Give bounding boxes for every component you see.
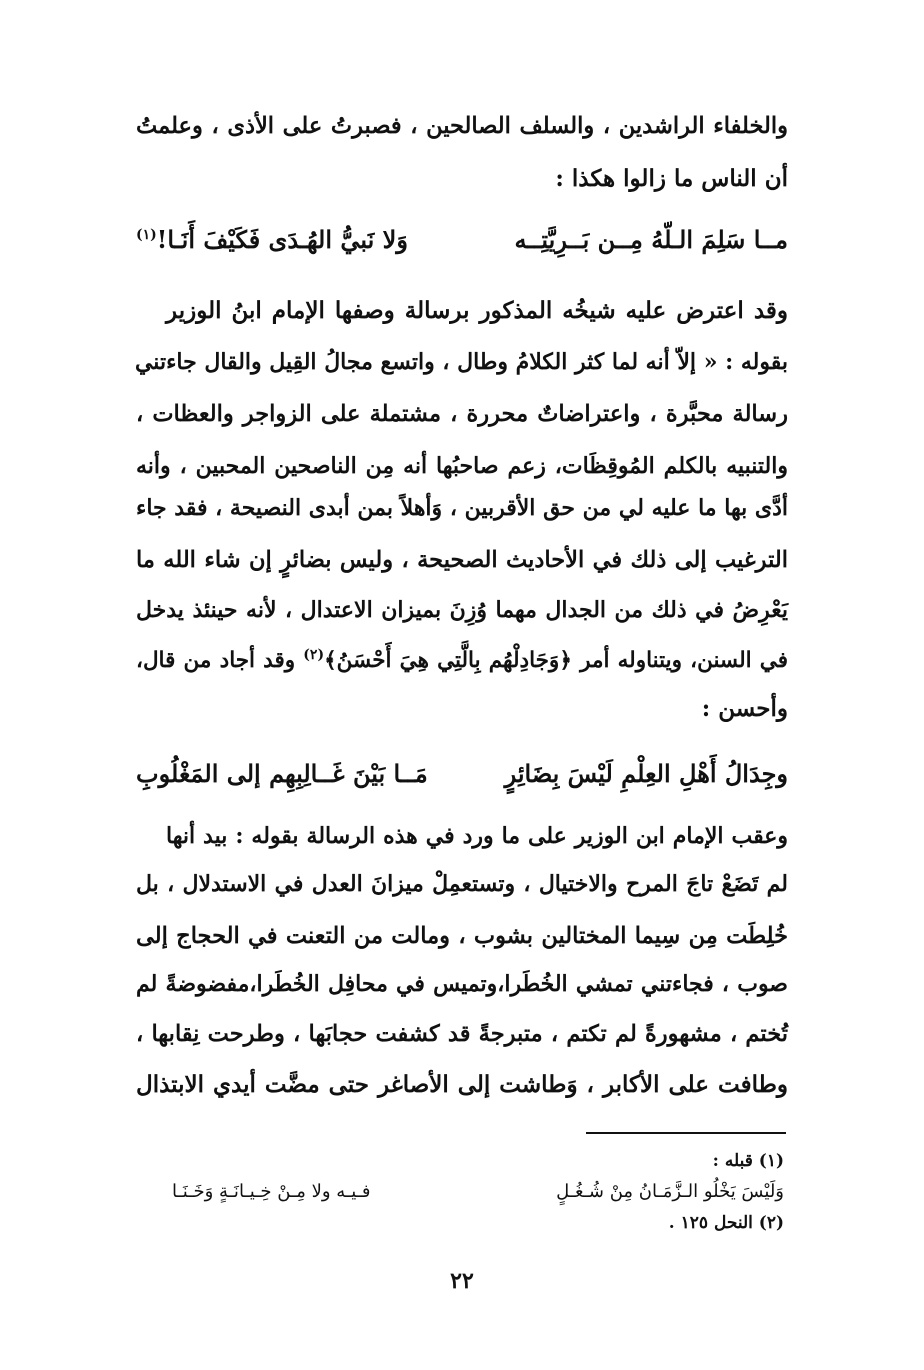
footnote-1-label: (١) قبله : [712,1151,784,1171]
page-number: ٢٢ [450,1268,474,1294]
footnote-divider [586,1132,786,1134]
verse-line [136,758,788,789]
body-text-line: صوب ، فجاءتني تمشي الخُطَرا،وتميس في محافِل الخُطَرا،مفضوضةً لم [136,971,788,997]
body-text-line: بقوله : « إلاّ أنه لما كثر الكلامُ وطال ، واتسع مجالُ القِيل والقال جاءتني [134,349,788,375]
verse-right-hemistich: مــا سَلِمَ الـلّهُ مِــن بَــرِيَّتِــه [514,225,788,254]
footnote-1-verse [172,1180,784,1203]
body-text-line: يَعْرِضُ في ذلك من الجدال مهما وُزِنَ بميزان الاعتدال ، لأنه حينئذ يدخل [136,597,788,623]
body-text-line: الترغيب إلى ذلك في الأحاديث الصحيحة ، وليس بضائرٍ إن شاء الله ما [136,547,788,573]
verse-right-hemistich: وجِدَالُ أَهْلِ العِلْمِ لَيْسَ بِضَائِرٍ [504,759,788,788]
footnote-ref-2: (٢) [303,647,325,663]
body-text-line: لم تَضَعْ تاجَ المرح والاختيال ، وتستعمِلْ ميزانَ العدل في الاستدلال ، بل [136,871,788,897]
text-segment: وقد أجاد من قال، [136,648,304,674]
text-segment: في السنن، ويتناوله أمر ﴿وَجَادِلْهُم بِالَّتِي هِيَ أَحْسَنُ﴾ [324,648,789,674]
body-text-line [136,646,788,675]
body-text-line: تُختم ، مشهورةً لم تكتم ، متبرجةً قد كشفت حجابَها ، وطرحت نِقابها ، [136,1021,788,1047]
body-text-line: وقد اعترض عليه شيخُه المذكور برسالة وصفها الإمام ابنُ الوزير [166,297,788,324]
footnote-verse-left: فـيـه ولا مِـنْ خِـيـانَـةٍ وَخَـنَـا [172,1181,371,1202]
verse-line [136,224,788,255]
footnote-2: (٢) النحل ١٢٥ . [668,1213,784,1233]
verse-left-hemistich: وَلا نَبيُّ الهُـدَى فَكَيْفَ أَنَـا!$^{(١)}$ [136,225,408,254]
body-text-line: وعقب الإمام ابن الوزير على ما ورد في هذه الرسالة بقوله : بيد أنها [166,823,788,849]
body-text-line: خُلِطَت مِن سِيما المختالين بشوب ، ومالت من التعنت في الحجاج إلى [136,923,788,949]
body-text-line: والتنبيه بالكلم المُوقِظَات، زعم صاحبُها أنه مِن الناصحين المحبين ، وأنه [136,453,788,479]
body-text-line: أدَّى بها ما عليه لي من حق الأقربين ، وَأهلاً بمن أبدى النصيحة ، فقد جاء [136,495,788,521]
footnote-verse-right: وَلَيْسَ يَخْلُو الـزَّمَـانُ مِنْ شُـغُـلٍ [556,1181,784,1202]
body-text-line: رسالة محبَّرة ، واعتراضاتٌ محررة ، مشتملة على الزواجر والعظات ، [136,401,788,427]
body-text-line: وأحسن : [701,695,788,722]
body-text-line: أن الناس ما زالوا هكذا : [555,165,788,192]
body-text-line: وطافت على الأكابر ، وَطاشت إلى الأصاغر حتى مضَّت أيدي الابتذال [136,1071,788,1098]
verse-left-hemistich: مَــا بَيْنَ غَــالِبِهِم إلى المَغْلُوبِ [136,759,428,788]
footnote-ref: (١) [136,227,157,243]
body-text-line: والخلفاء الراشدين ، والسلف الصالحين ، فصبرتُ على الأذى ، وعلمتُ [136,113,788,139]
